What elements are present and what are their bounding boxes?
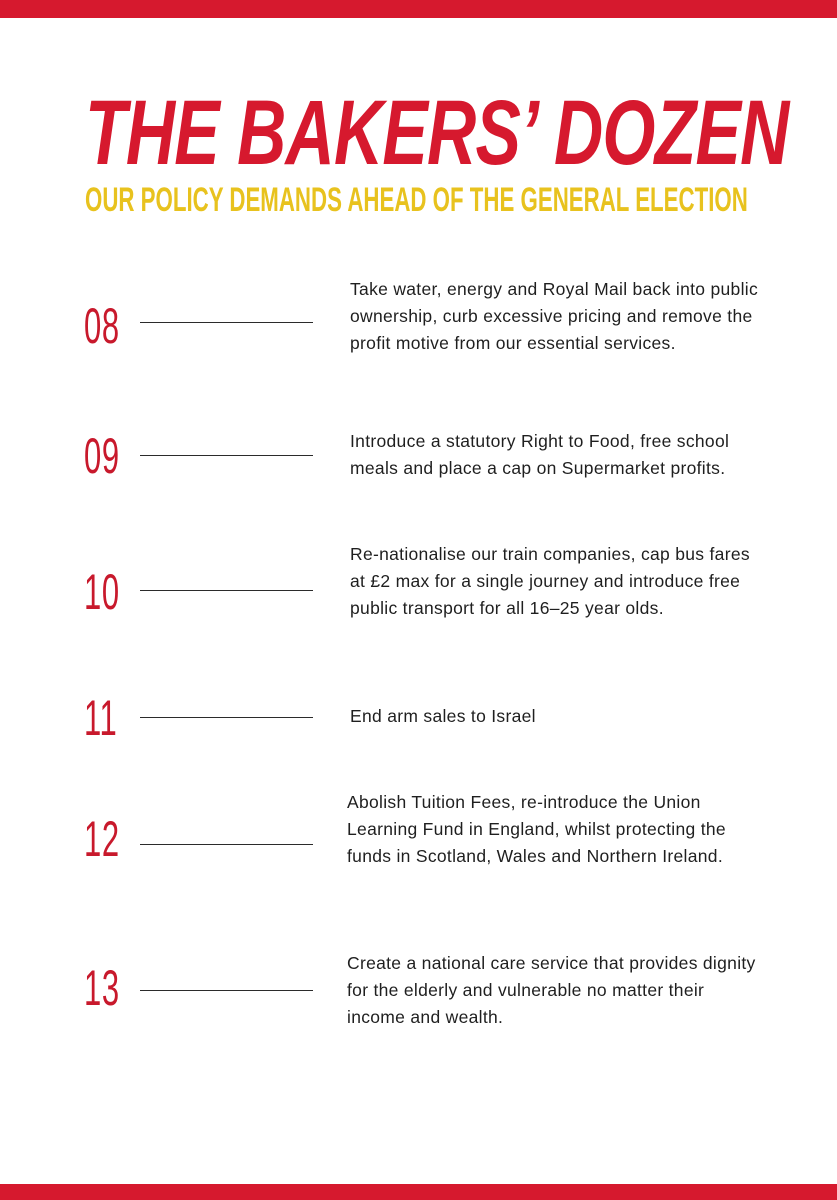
demand-text: Introduce a statutory Right to Food, free school meals and place a cap on Supermarket profits.	[350, 431, 730, 478]
demand-text: End arm sales to Israel	[350, 706, 536, 726]
demand-text: Take water, energy and Royal Mail back into public ownership, curb excessive pricing and remove the profit motive from our essential services.	[350, 279, 758, 353]
demand-divider	[140, 990, 313, 991]
demand-divider	[140, 717, 313, 718]
top-accent-bar	[0, 0, 837, 18]
page-subtitle: OUR POLICY DEMANDS AHEAD OF THE GENERAL ELECTION	[85, 181, 748, 219]
demand-text: Create a national care service that provides dignity for the elderly and vulnerable no matter their income and wealth.	[347, 953, 756, 1027]
demand-number: 08	[84, 298, 120, 354]
demand-text: Abolish Tuition Fees, re-introduce the Union Learning Fund in England, whilst protecting the funds in Scotland, Wales and Northern Ireland.	[347, 792, 726, 866]
demand-number: 12	[84, 811, 120, 867]
bottom-accent-bar	[0, 1184, 837, 1200]
demand-number: 13	[84, 960, 120, 1016]
demand-divider	[140, 590, 313, 591]
demand-number: 09	[84, 428, 120, 484]
demand-divider	[140, 322, 313, 323]
demand-number: 11	[84, 690, 118, 746]
demand-divider	[140, 455, 313, 456]
demand-text: Re-nationalise our train companies, cap bus fares at £2 max for a single journey and introduce free public transport for all 16–25 year olds.	[350, 544, 750, 618]
demand-divider	[140, 844, 313, 845]
page-title: THE BAKERS’ DOZEN	[85, 82, 789, 184]
demand-number: 10	[84, 564, 120, 620]
